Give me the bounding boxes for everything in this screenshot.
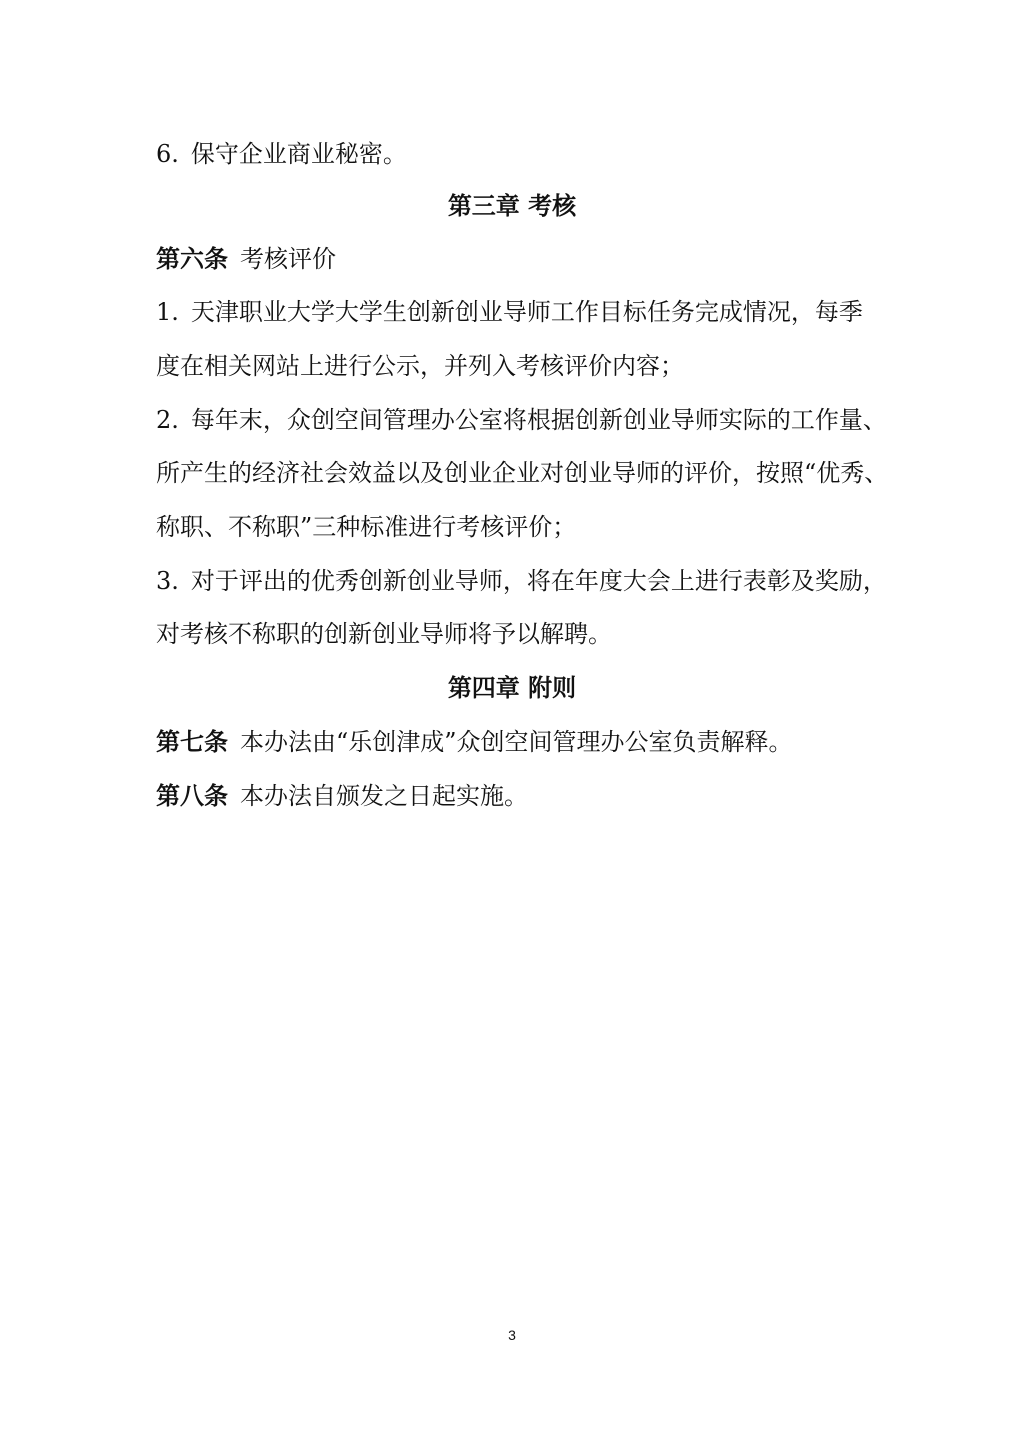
article-6 [156, 245, 336, 273]
page-number: 3 [508, 1327, 516, 1343]
article-text: 本办法由“乐创津成”众创空间管理办公室负责解释。 [240, 728, 793, 756]
list-item-3-line-1 [156, 567, 887, 595]
list-item-1-line-2: 度在相关网站上进行公示，并列入考核评价内容； [156, 352, 684, 380]
article-7 [156, 728, 793, 756]
list-item-2-line-1 [156, 406, 887, 434]
article-text: 本办法自颁发之日起实施。 [240, 782, 528, 810]
article-8 [156, 782, 528, 810]
item-number: 1. [156, 298, 179, 326]
list-item-3-line-2: 对考核不称职的创新创业导师将予以解聘。 [156, 620, 612, 648]
item-number: 6. [156, 140, 179, 168]
article-label: 第六条 [156, 245, 228, 273]
item-text: 对于评出的优秀创新创业导师，将在年度大会上进行表彰及奖励， [190, 567, 887, 595]
list-item-2-line-2: 所产生的经济社会效益以及创业企业对创业导师的评价，按照“优秀、 [156, 459, 889, 487]
list-item-2-line-3: 称职、不称职”三种标准进行考核评价； [156, 513, 577, 541]
list-item-1-line-1 [156, 298, 863, 326]
chapter-heading-3: 第三章 考核 [447, 192, 577, 220]
article-label: 第七条 [156, 728, 228, 756]
chapter-heading-4: 第四章 附则 [447, 674, 577, 702]
article-label: 第八条 [156, 782, 228, 810]
article-title: 考核评价 [240, 245, 336, 273]
item-text: 保守企业商业秘密。 [190, 140, 407, 168]
item-text: 天津职业大学大学生创新创业导师工作目标任务完成情况，每季 [190, 298, 863, 326]
list-item-6 [156, 140, 407, 168]
item-number: 2. [156, 406, 179, 434]
item-text: 每年末，众创空间管理办公室将根据创新创业导师实际的工作量、 [190, 406, 887, 434]
item-number: 3. [156, 567, 179, 595]
